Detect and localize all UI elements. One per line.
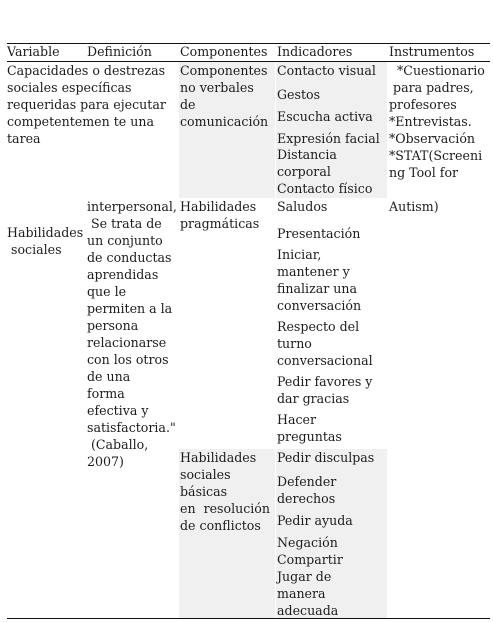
indicator-escucha-activa: Escucha activa	[277, 109, 373, 124]
component-pragmatic-line: Habilidades	[180, 199, 257, 214]
header-componentes: Componentes	[180, 44, 268, 59]
table-bottom-rule	[7, 618, 490, 619]
indicator-pedir-favores-line: Pedir favores y	[277, 374, 373, 389]
indicator-expresion-facial: Expresión facial	[277, 131, 380, 146]
variable-capacidades-line: Capacidades o destrezas	[7, 63, 166, 78]
indicator-gestos: Gestos	[277, 87, 321, 102]
component-conflict-line: sociales	[180, 467, 231, 482]
variable-capacidades-line: competentemen te una	[7, 114, 154, 129]
component-conflict-line: de conflictos	[180, 518, 261, 533]
definition-line: aprendidas	[87, 267, 159, 282]
indicator-negacion-line: Compartir	[277, 552, 343, 567]
indicator-respeto-line: conversacional	[277, 353, 373, 368]
variable-habilidades-line: sociales	[7, 242, 62, 257]
indicator-negacion-line: Negación	[277, 535, 338, 550]
indicator-negacion-line: manera	[277, 586, 326, 601]
definition-line: persona	[87, 318, 139, 333]
indicator-respeto-line: turno	[277, 336, 312, 351]
indicator-iniciar-line: Iniciar,	[277, 247, 322, 262]
indicator-pedir-disculpas: Pedir disculpas	[277, 450, 375, 465]
instrument-line: profesores	[389, 97, 457, 112]
definition-line: 2007)	[87, 454, 124, 469]
instrument-line: *Cuestionario	[389, 63, 485, 78]
instrument-line: *Entrevistas.	[389, 114, 472, 129]
indicator-defender-line: Defender	[277, 474, 337, 489]
instrument-line: ng Tool for	[389, 165, 459, 180]
instrument-line: *Observación	[389, 131, 476, 146]
indicator-contacto-visual: Contacto visual	[277, 63, 376, 78]
indicator-respeto-line: Respecto del	[277, 319, 360, 334]
definition-line: interpersonal,	[87, 199, 177, 214]
definition-line: permiten a la	[87, 301, 173, 316]
component-nonverbal-line: comunicación	[180, 114, 269, 129]
variable-habilidades-line: Habilidades	[7, 225, 84, 240]
indicator-distancia-line: Distancia	[277, 147, 337, 162]
definition-line: forma	[87, 386, 125, 401]
definition-line: de una	[87, 369, 131, 384]
indicator-iniciar-line: mantener y	[277, 264, 350, 279]
indicator-hacer-preguntas-line: preguntas	[277, 429, 342, 444]
instrument-line: Autism)	[389, 199, 439, 214]
indicator-distancia-line: corporal	[277, 164, 331, 179]
component-pragmatic-line: pragmáticas	[180, 216, 260, 231]
definition-line: efectiva y	[87, 403, 149, 418]
indicator-negacion-line: Jugar de	[277, 569, 332, 584]
definition-line: de conductas	[87, 250, 172, 265]
component-conflict-line: Habilidades	[180, 450, 257, 465]
definition-line: satisfactoria."	[87, 420, 176, 435]
indicator-pedir-favores-line: dar gracias	[277, 391, 350, 406]
definition-line: (Caballo,	[87, 437, 149, 452]
header-instrumentos: Instrumentos	[389, 44, 475, 59]
header-variable: Variable	[7, 44, 60, 59]
variable-capacidades-line: requeridas para ejecutar	[7, 97, 166, 112]
indicator-negacion-line: adecuada	[277, 603, 339, 618]
indicator-pedir-ayuda: Pedir ayuda	[277, 513, 353, 528]
indicator-hacer-preguntas-line: Hacer	[277, 412, 317, 427]
component-conflict-line: básicas	[180, 484, 228, 499]
definition-line: un conjunto	[87, 233, 163, 248]
component-conflict-line: en resolución	[180, 501, 271, 516]
instrument-line: *STAT(Screeni	[389, 148, 483, 163]
definition-line: relacionarse	[87, 335, 167, 350]
indicator-saludos: Saludos	[277, 199, 328, 214]
variable-capacidades-line: sociales específicas	[7, 80, 132, 95]
instrument-line: para padres,	[389, 80, 474, 95]
definition-line: que le	[87, 284, 127, 299]
indicator-presentacion: Presentación	[277, 226, 361, 241]
component-nonverbal-line: Componentes	[180, 63, 268, 78]
indicator-contacto-fisico: Contacto físico	[277, 181, 373, 196]
component-nonverbal-line: no verbales	[180, 80, 254, 95]
definition-line: Se trata de	[87, 216, 162, 231]
definition-line: con los otros	[87, 352, 169, 367]
component-nonverbal-line: de	[180, 97, 196, 112]
indicator-iniciar-line: conversación	[277, 298, 362, 313]
indicator-defender-line: derechos	[277, 491, 336, 506]
header-indicadores: Indicadores	[277, 44, 353, 59]
variable-capacidades-line: tarea	[7, 131, 41, 146]
header-definicion: Definición	[87, 44, 152, 59]
indicator-iniciar-line: finalizar una	[277, 281, 357, 296]
